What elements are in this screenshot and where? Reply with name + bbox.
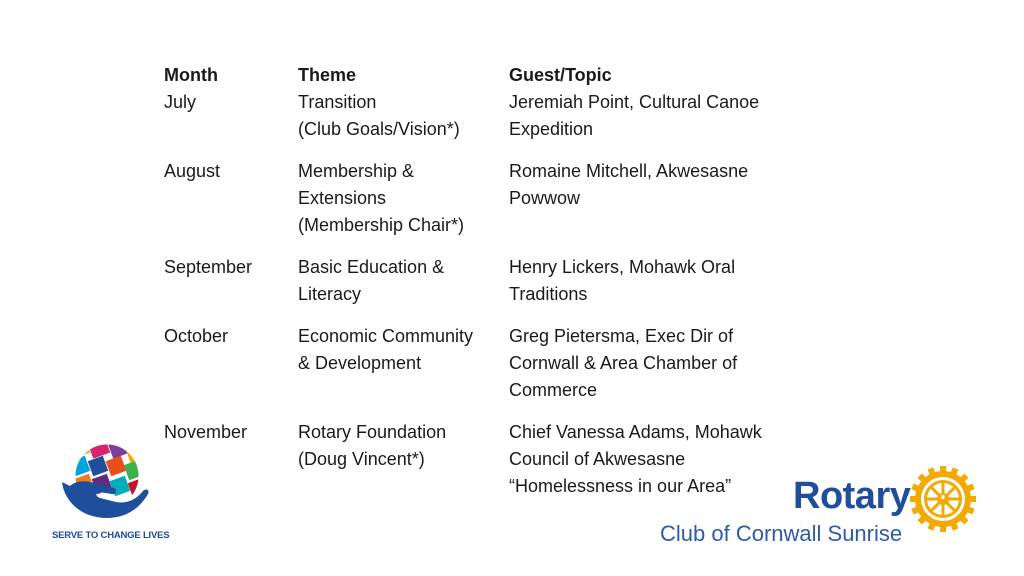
guest-cell (509, 143, 799, 239)
theme-line: Extensions (298, 188, 387, 208)
guest-line: Expedition (509, 119, 594, 139)
theme-cell (298, 404, 509, 500)
guest-cell (509, 89, 799, 143)
serve-tagline: SERVE TO CHANGE LIVES (52, 530, 170, 541)
guest-line: “Homelessness in our Area” (509, 476, 732, 496)
theme-cell (298, 308, 509, 404)
guest-header: Guest/Topic (509, 65, 612, 85)
club-name: Club of Cornwall Sunrise (660, 521, 903, 546)
month-cell: August (164, 161, 221, 181)
theme-line: & Development (298, 353, 422, 373)
guest-line: Chief Vanessa Adams, Mohawk (509, 422, 762, 442)
guest-cell (509, 308, 799, 404)
rotary-wheel-icon (908, 464, 978, 534)
theme-line: (Membership Chair*) (298, 215, 465, 235)
theme-line: Transition (298, 92, 377, 112)
theme-cell (298, 239, 509, 308)
theme-line: Economic Community (298, 326, 474, 346)
rotary-wordmark: Rotary (793, 475, 911, 517)
theme-line: Literacy (298, 284, 362, 304)
header-row (164, 62, 799, 89)
theme-header: Theme (298, 65, 357, 85)
table-row (164, 143, 799, 239)
month-cell: November (164, 422, 248, 442)
guest-line: Powwow (509, 188, 581, 208)
globe-hand-icon (50, 438, 166, 530)
theme-cell (298, 143, 509, 239)
theme-cell (298, 89, 509, 143)
guest-line: Council of Akwesasne (509, 449, 686, 469)
table-row (164, 308, 799, 404)
month-cell: September (164, 257, 253, 277)
table-row (164, 89, 799, 143)
table-row (164, 239, 799, 308)
month-cell: July (164, 92, 197, 112)
guest-line: Romaine Mitchell, Akwesasne (509, 161, 749, 181)
theme-line: Basic Education & (298, 257, 445, 277)
rotary-club-logo (658, 458, 988, 558)
theme-line: (Club Goals/Vision*) (298, 119, 460, 139)
guest-line: Cornwall & Area Chamber of (509, 353, 738, 373)
guest-line: Traditions (509, 284, 588, 304)
guest-cell (509, 239, 799, 308)
guest-line: Greg Pietersma, Exec Dir of (509, 326, 734, 346)
theme-line: Membership & (298, 161, 415, 181)
guest-line: Jeremiah Point, Cultural Canoe (509, 92, 760, 112)
theme-line: Rotary Foundation (298, 422, 447, 442)
guest-line: Commerce (509, 380, 598, 400)
serve-to-change-lives-logo (50, 438, 170, 548)
guest-line: Henry Lickers, Mohawk Oral (509, 257, 736, 277)
month-header: Month (164, 65, 218, 85)
schedule-table (164, 62, 799, 500)
month-cell: October (164, 326, 229, 346)
theme-line: (Doug Vincent*) (298, 449, 425, 469)
